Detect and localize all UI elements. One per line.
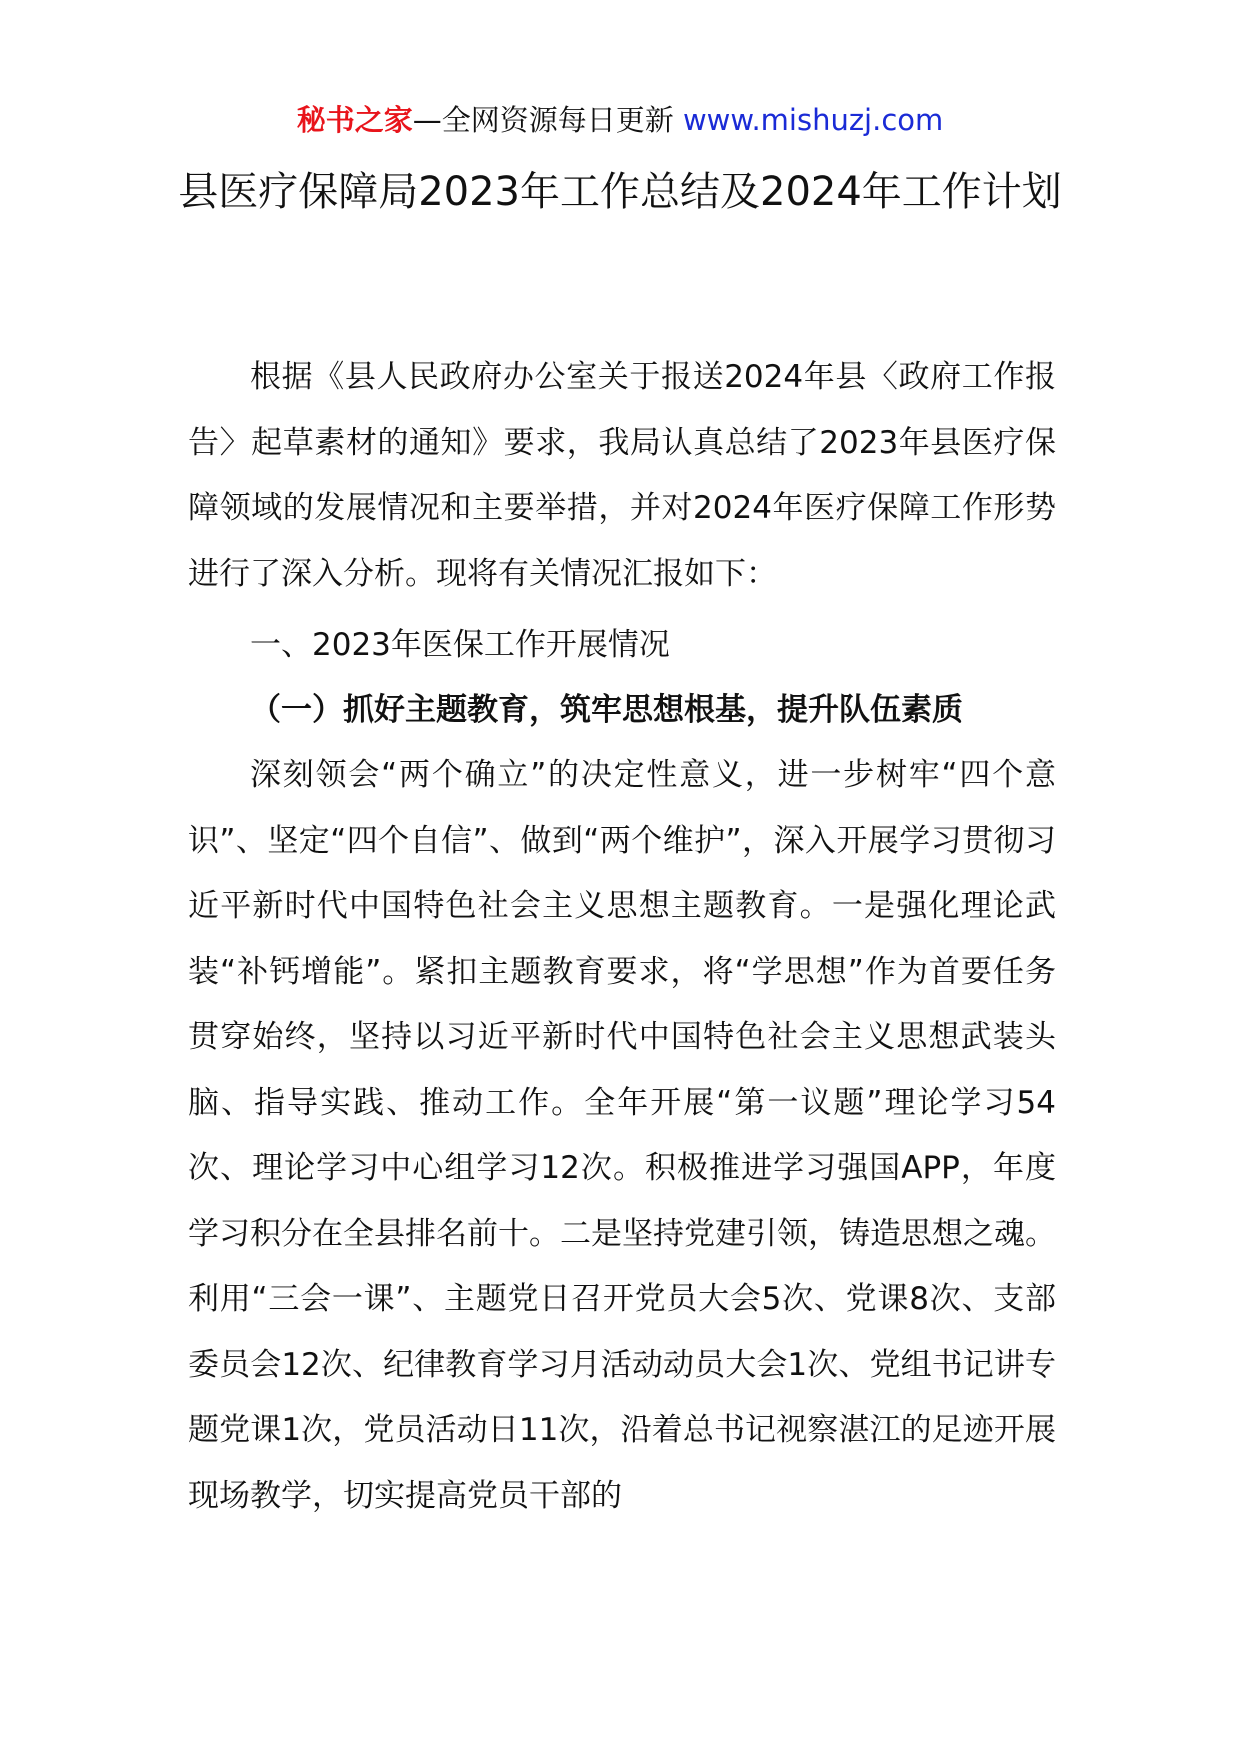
section-heading: 一、2023年医保工作开展情况 (250, 627, 670, 663)
site-header (0, 100, 1240, 140)
intro-paragraph: 根据《县人民政府办公室关于报送2024年县〈政府工作报告〉起草素材的通知》要求，我局认真总结了2023年县医疗保障领域的发展情况和主要举措，并对2024年医疗保障工作形势进行了深入分析。现将有关情况汇报如下： (188, 359, 1056, 592)
body-paragraph: 深刻领会“两个确立”的决定性意义，进一步树牢“四个意识”、坚定“四个自信”、做到“两个维护”，深入开展学习贯彻习近平新时代中国特色社会主义思想主题教育。一是强化理论武装“补钙增能”。紧扣主题教育要求，将“学思想”作为首要任务贯穿始终，坚持以习近平新时代中国特色社会主义思想武装头脑、指导实践、推动工作。全年开展“第一议题”理论学习54次、理论学习中心组学习12次。积极推进学习强国APP，年度学习积分在全县排名前十。二是坚持党建引领，铸造思想之魂。利用“三会一课”、主题党日召开党员大会5次、党课8次、支部委员会12次、纪律教育学习月活动动员大会1次、党组书记讲专题党课1次，党员活动日11次，沿着总书记视察湛江的足迹开展现场教学，切实提高党员干部的 (188, 757, 1056, 1514)
subsection-heading: （一）抓好主题教育，筑牢思想根基，提升队伍素质 (250, 692, 963, 728)
header-tagline: —全网资源每日更新 (412, 103, 674, 137)
document-title: 县医疗保障局2023年工作总结及2024年工作计划 (178, 169, 1062, 215)
site-url-link[interactable]: www.mishuzj.com (682, 103, 944, 137)
brand-name: 秘书之家 (296, 103, 413, 137)
